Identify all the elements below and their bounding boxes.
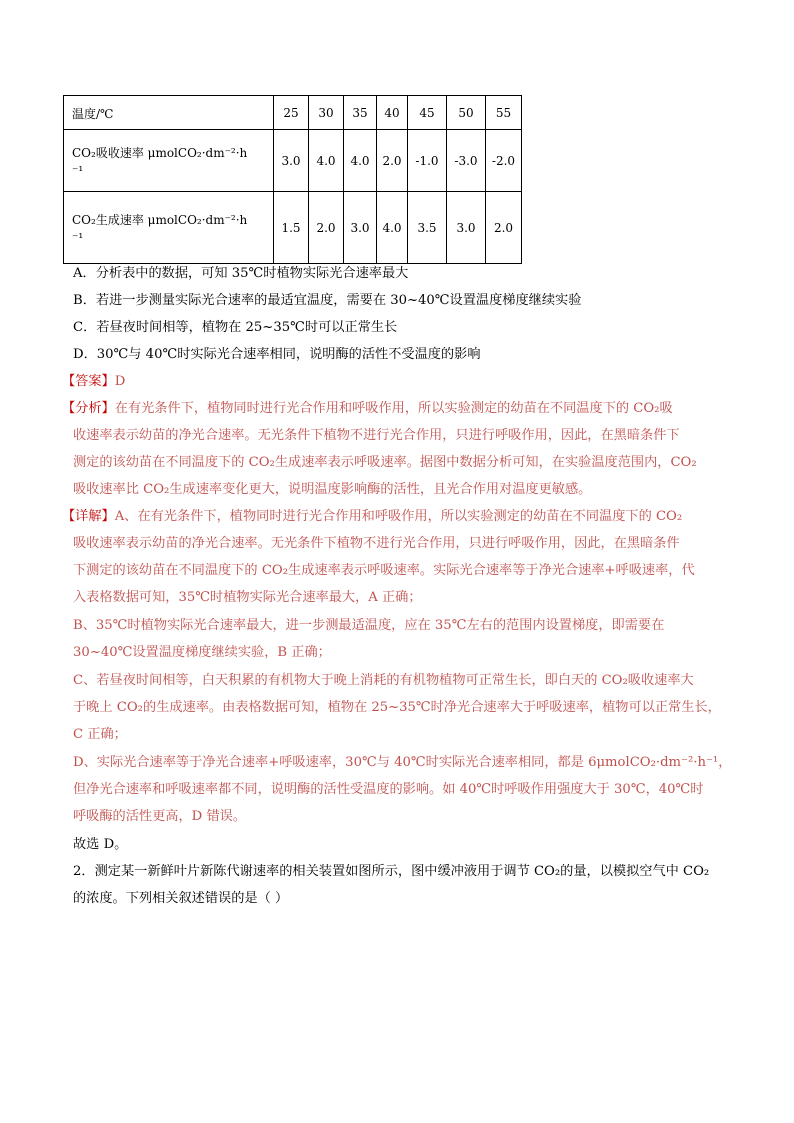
temp-cell: 25 xyxy=(274,96,309,130)
row-label-absorption xyxy=(64,130,274,192)
detail-line: C 正确； xyxy=(73,727,127,742)
table-cell: 2.0 xyxy=(486,192,522,264)
temp-cell: 30 xyxy=(309,96,344,130)
detail-tag: 【详解】 xyxy=(62,509,115,524)
row-label-line: CO₂吸收速率 μmolCO₂·dm⁻²·h xyxy=(72,145,248,160)
row-label-line: CO₂生成速率 μmolCO₂·dm⁻²·h xyxy=(72,212,248,227)
temp-cell: 40 xyxy=(377,96,408,130)
table-header-row xyxy=(64,96,522,130)
row-label-generation xyxy=(64,192,274,264)
detail-line: 但净光合速率和呼吸速率都不同，说明酶的活性受温度的影响。如 40℃时呼吸作用强度大于 30℃，40℃时 xyxy=(73,782,704,797)
table-cell: -1.0 xyxy=(408,130,447,192)
option-b: B．若进一步测量实际光合速率的最适宜温度，需要在 30~40℃设置温度梯度继续实验 xyxy=(73,293,582,308)
table-cell: 4.0 xyxy=(344,130,377,192)
table-cell: 3.5 xyxy=(408,192,447,264)
analysis-line xyxy=(62,400,722,418)
analysis-line: 收速率表示幼苗的净光合速率。无光条件下植物不进行光合作用，只进行呼吸作用，因此，在黑暗条件下 xyxy=(73,428,680,443)
row-label-line: ⁻¹ xyxy=(72,230,84,245)
analysis-tag: 【分析】 xyxy=(62,401,115,416)
analysis-line: 吸收速率比 CO₂生成速率变化更大，说明温度影响酶的活性，且光合作用对温度更敏感。 xyxy=(73,482,592,497)
detail-line: B、35℃时植物实际光合速率最大，进一步测最适温度，应在 35℃左右的范围内设置梯度，即需要在 xyxy=(73,618,665,633)
table-header-label: 温度/℃ xyxy=(64,96,274,130)
detail-line xyxy=(62,508,722,526)
conclusion-line: 故选 D。 xyxy=(73,837,128,852)
table-cell: 2.0 xyxy=(377,130,408,192)
option-c: C．若昼夜时间相等，植物在 25~35℃时可以正常生长 xyxy=(73,320,398,335)
detail-line: 于晚上 CO₂的生成速率。由表格数据可知，植物在 25~35℃时净光合速率大于呼吸速率，植物可以正常生长， xyxy=(73,700,721,715)
option-a: A．分析表中的数据，可知 35℃时植物实际光合速率最大 xyxy=(73,266,409,281)
detail-line: 呼吸酶的活性更高，D 错误。 xyxy=(73,809,247,824)
answer-tag: 【答案】 xyxy=(62,374,115,389)
table-cell: 2.0 xyxy=(309,192,344,264)
table-cell: 4.0 xyxy=(309,130,344,192)
table-cell: -3.0 xyxy=(447,130,486,192)
detail-line: D、实际光合速率等于净光合速率+呼吸速率，30℃与 40℃时实际光合速率相同，都是 6μmolCO₂·dm⁻²·h⁻¹， xyxy=(73,755,732,770)
answer-value: D xyxy=(114,374,126,389)
detail-line: 吸收速率表示幼苗的净光合速率。无光条件下植物不进行光合作用，只进行呼吸作用，因此，在黑暗条件 xyxy=(73,536,680,551)
answer-line xyxy=(62,373,722,391)
detail-line: 30~40℃设置温度梯度继续实验，B 正确； xyxy=(73,645,331,660)
analysis-text: 在有光条件下，植物同时进行光合作用和呼吸作用，所以实验测定的幼苗在不同温度下的 CO₂吸 xyxy=(114,401,673,416)
question-2-line: 2．测定某一新鲜叶片新陈代谢速率的相关装置如图所示，图中缓冲液用于调节 CO₂的量，以模拟空气中 CO₂ xyxy=(73,864,710,879)
question-2-line: 的浓度。下列相关叙述错误的是（ ） xyxy=(73,891,289,906)
table-cell: 3.0 xyxy=(274,130,309,192)
detail-line: C、若昼夜时间相等，白天积累的有机物大于晚上消耗的有机物植物可正常生长，即白天的 CO₂吸收速率大 xyxy=(73,673,694,688)
table-cell: -2.0 xyxy=(486,130,522,192)
temp-cell: 35 xyxy=(344,96,377,130)
analysis-line: 测定的该幼苗在不同温度下的 CO₂生成速率表示呼吸速率。据图中数据分析可知，在实验温度范围内，CO₂ xyxy=(73,455,697,470)
detail-text: A、在有光条件下，植物同时进行光合作用和呼吸作用，所以实验测定的幼苗在不同温度下的 CO₂ xyxy=(114,509,683,524)
temperature-rate-table xyxy=(63,95,522,264)
table-cell: 1.5 xyxy=(274,192,309,264)
temp-cell: 55 xyxy=(486,96,522,130)
row-label-line: ⁻¹ xyxy=(72,163,84,178)
temp-cell: 45 xyxy=(408,96,447,130)
detail-line: 下测定的该幼苗在不同温度下的 CO₂生成速率表示呼吸速率。实际光合速率等于净光合速率+呼吸速率，代 xyxy=(73,563,695,578)
temp-cell: 50 xyxy=(447,96,486,130)
table-cell: 3.0 xyxy=(447,192,486,264)
table-row-absorption xyxy=(64,130,522,192)
detail-line: 入表格数据可知，35℃时植物实际光合速率最大，A 正确； xyxy=(73,590,422,605)
option-d: D．30℃与 40℃时实际光合速率相同，说明酶的活性不受温度的影响 xyxy=(73,347,481,362)
table-cell: 4.0 xyxy=(377,192,408,264)
table-cell: 3.0 xyxy=(344,192,377,264)
table-row-generation xyxy=(64,192,522,264)
